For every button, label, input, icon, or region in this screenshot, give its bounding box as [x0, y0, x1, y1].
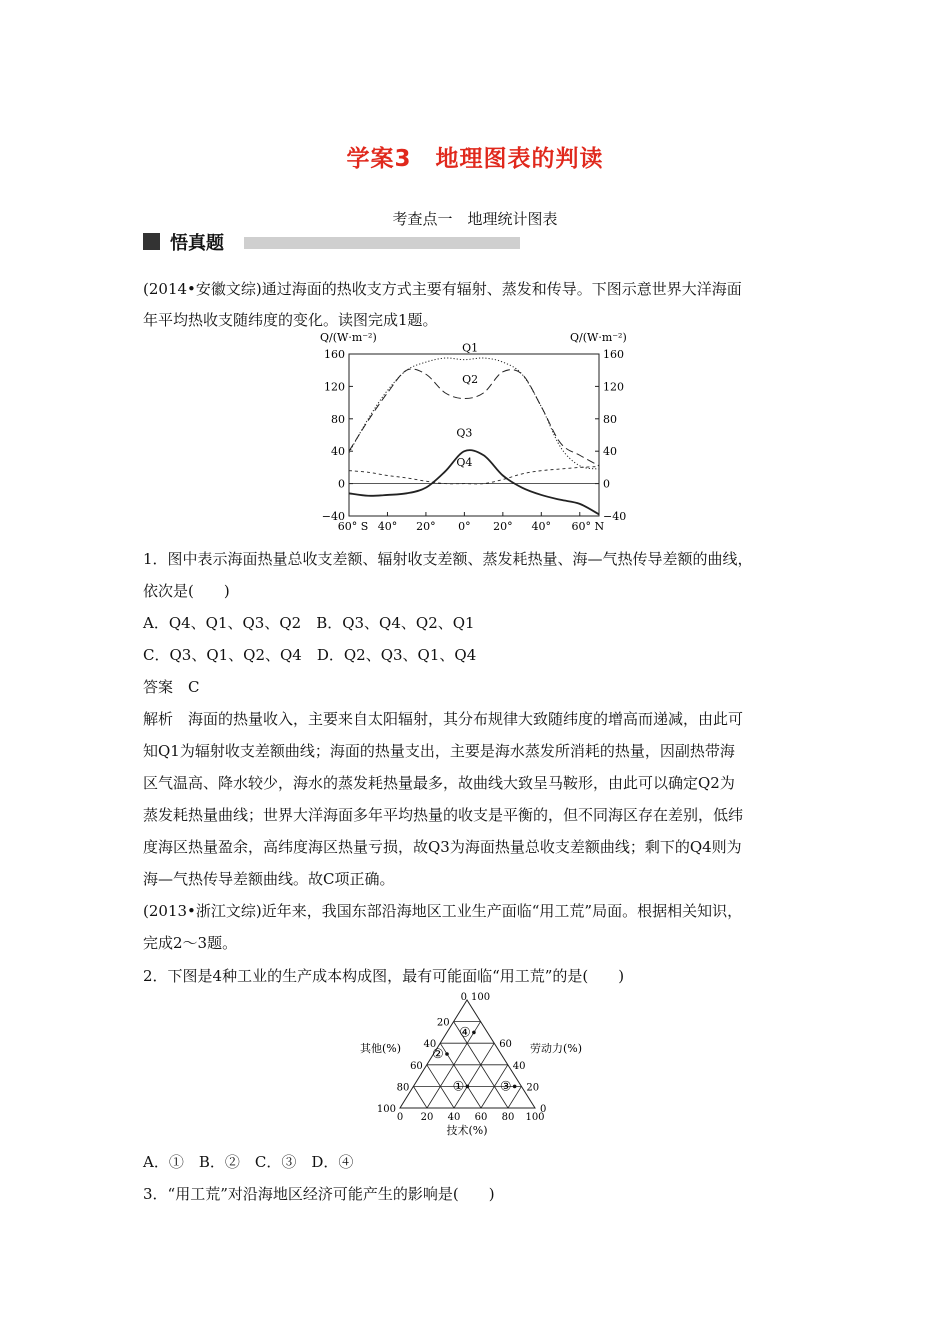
ternary-point: [466, 1085, 470, 1089]
x-tick-label: 60° N: [571, 520, 605, 533]
right-tick-label: 40: [512, 1060, 526, 1072]
y-tick-label-left: 120: [324, 380, 345, 394]
page-title: 学案3 地理图表的判读: [346, 146, 604, 172]
x-tick-label: 20°: [416, 520, 436, 533]
bottom-tick-label: 80: [501, 1112, 515, 1123]
bottom-tick-label: 20: [420, 1112, 434, 1123]
series-q4-line: [349, 467, 599, 484]
question-1-options: C．Q3、Q1、Q2、Q4 D．Q2、Q3、Q1、Q4: [143, 646, 477, 664]
right-tick-label: 100: [471, 992, 491, 1003]
section-marker: [143, 233, 160, 250]
heat-budget-chart: [318, 328, 638, 534]
bottom-tick-label: 40: [447, 1112, 461, 1123]
intro-line: (2014•安徽文综)通过海面的热收支方式主要有辐射、蒸发和传导。下图示意世界大洋海面: [143, 280, 742, 298]
question-2-options: A．① B．② C．③ D．④: [143, 1153, 354, 1171]
question-1-options: A．Q4、Q1、Q3、Q2 B．Q3、Q4、Q2、Q1: [143, 614, 475, 632]
right-tick-label: 60: [499, 1039, 512, 1051]
y-tick-label-left: 40: [331, 445, 345, 459]
analysis-line: 解析 海面的热量收入，主要来自太阳辐射，其分布规律大致随纬度的增高而递减，由此可: [143, 710, 744, 728]
ternary-point-label: ②: [432, 1047, 444, 1062]
ternary-point: [513, 1085, 517, 1089]
y-tick-label-left: 0: [338, 477, 345, 491]
y-tick-label-right: 120: [603, 380, 624, 394]
y-tick-label-left: 80: [331, 412, 345, 426]
y-tick-label-right: 0: [603, 477, 610, 491]
section-bar: [244, 237, 520, 249]
right-tick-label: 0: [540, 1104, 547, 1115]
y-tick-label-left: 160: [324, 348, 345, 361]
left-tick-label: 80: [396, 1082, 410, 1094]
question-1-stem: 1．图中表示海面热量总收支差额、辐射收支差额、蒸发耗热量、海—气热传导差额的曲线，: [143, 550, 753, 568]
bottom-axis-label: 技术(%): [446, 1124, 488, 1137]
analysis-line: 蒸发耗热量曲线；世界大洋海面多年平均热量的收支是平衡的，但不同海区存在差别，低纬: [143, 806, 744, 824]
bottom-tick-label: 100: [525, 1112, 545, 1123]
section-heading: 悟真题: [170, 233, 224, 254]
y-axis-label-right: Q/(W·m⁻²): [570, 331, 627, 344]
left-tick-label: 60: [410, 1060, 423, 1072]
ternary-point: [472, 1031, 476, 1035]
right-axis-label: 劳动力(%): [530, 1042, 583, 1055]
left-axis-label: 其他(%): [360, 1042, 402, 1055]
intro-line: 年平均热收支随纬度的变化。读图完成1题。: [143, 311, 438, 329]
y-tick-label-right: 160: [603, 348, 624, 361]
section-subtitle: 考查点一 地理统计图表: [392, 210, 558, 228]
analysis-line: 区气温高、降水较少，海水的蒸发耗热量最多，故曲线大致呈马鞍形，由此可以确定Q2为: [143, 774, 735, 792]
bottom-tick-label: 0: [396, 1112, 404, 1123]
right-tick-label: 20: [526, 1082, 540, 1094]
series-q3-line: [349, 450, 599, 514]
question-3-stem: 3．“用工荒”对沿海地区经济可能产生的影响是( ): [143, 1185, 495, 1203]
left-tick-label: 40: [423, 1039, 437, 1051]
series-label: Q3: [456, 426, 473, 440]
grid-line: [454, 1043, 494, 1108]
ternary-point-label: ①: [452, 1079, 465, 1095]
y-axis-label-left: Q/(W·m⁻²): [320, 331, 377, 344]
intro-line: (2013•浙江文综)近年来，我国东部沿海地区工业生产面临“用工荒”局面。根据相关知识，: [143, 902, 743, 920]
bottom-tick-label: 60: [474, 1112, 488, 1123]
series-label: Q4: [456, 455, 473, 469]
y-tick-label-left: −40: [321, 510, 345, 523]
grid-line: [413, 1086, 427, 1108]
left-tick-label: 100: [376, 1104, 396, 1115]
question-1-stem: 依次是( ): [143, 582, 230, 600]
ternary-point: [445, 1052, 449, 1056]
question-2-stem: 2．下图是4种工业的生产成本构成图，最有可能面临“用工荒”的是( ): [143, 967, 625, 985]
series-label: Q2: [462, 373, 479, 387]
analysis-line: 度海区热量盈余，高纬度海区热量亏损，故Q3为海面热量总收支差额曲线；剩下的Q4则为: [143, 838, 742, 856]
ternary-point-label: ③: [499, 1079, 512, 1095]
y-tick-label-right: 80: [603, 412, 617, 426]
left-tick-label: 0: [460, 992, 467, 1003]
analysis-line: 海—气热传导差额曲线。故C项正确。: [143, 870, 395, 888]
y-tick-label-right: 40: [603, 445, 617, 459]
ternary-point-label: ④: [459, 1025, 471, 1041]
question-1-answer: 答案 C: [143, 678, 200, 696]
y-tick-label-right: −40: [603, 510, 627, 523]
analysis-line: 知Q1为辐射收支差额曲线；海面的热量支出，主要是海水蒸发所消耗的热量，因副热带海: [143, 742, 735, 760]
series-label: Q1: [462, 341, 479, 355]
x-tick-label: 0°: [458, 520, 471, 533]
x-tick-label: 20°: [493, 520, 513, 533]
ternary-frame: [400, 1000, 535, 1108]
left-tick-label: 20: [436, 1017, 450, 1029]
intro-line: 完成2～3题。: [143, 934, 238, 952]
x-tick-label: 40°: [377, 520, 398, 533]
ternary-diagram: [350, 982, 590, 1142]
x-tick-label: 40°: [531, 520, 552, 533]
x-tick-label: 60° S: [337, 520, 369, 533]
